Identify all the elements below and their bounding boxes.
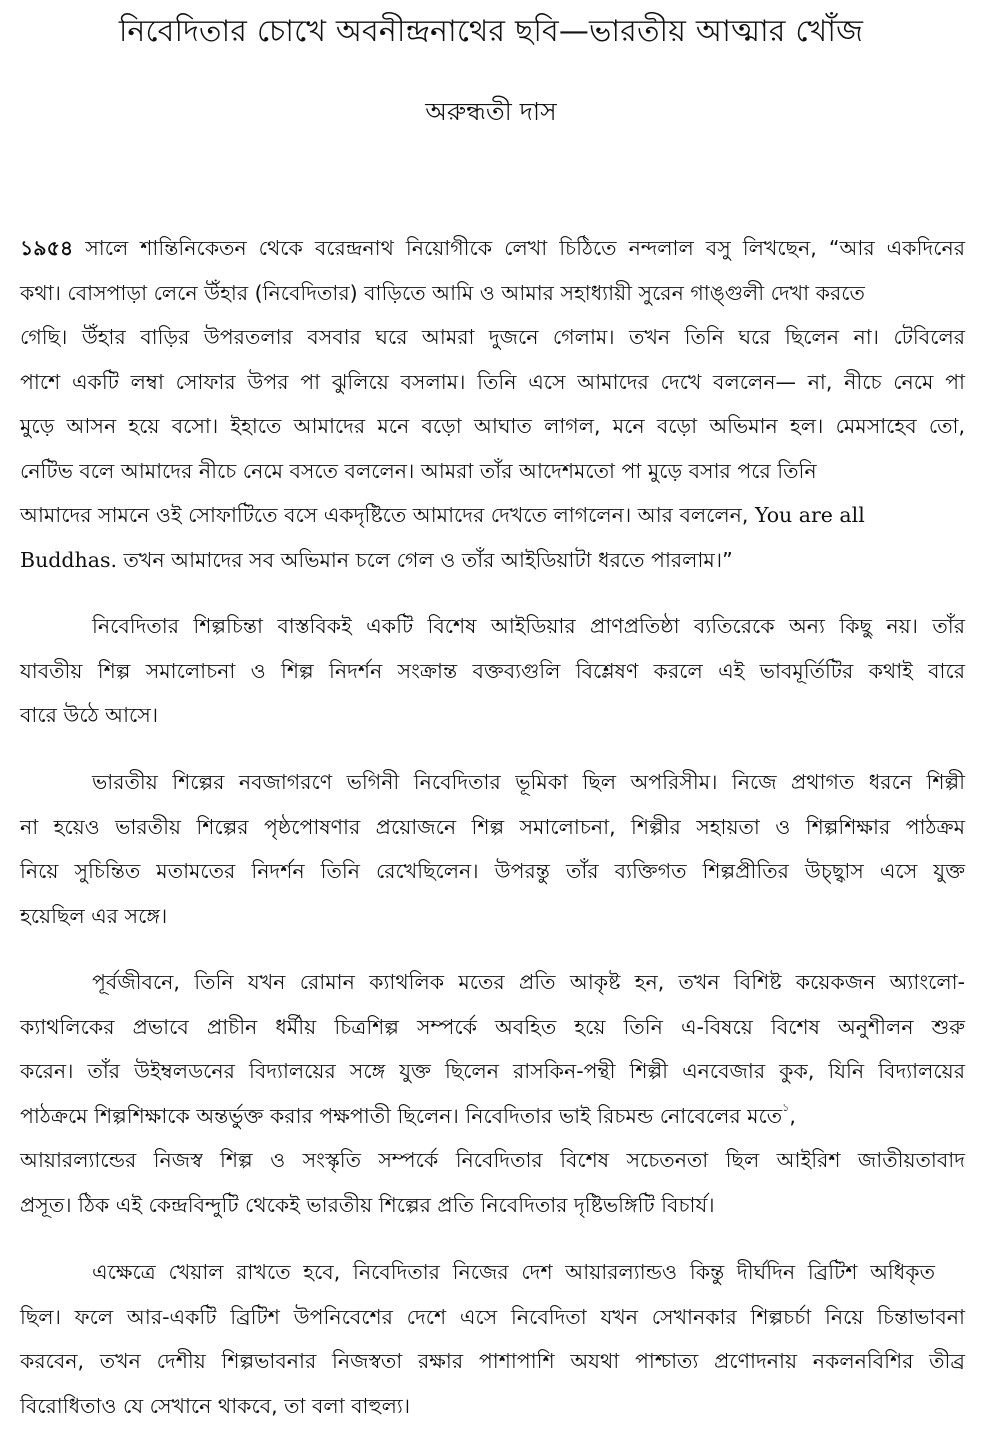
paragraph-1 — [20, 226, 965, 582]
paragraph-line: নিবেদিতার শিল্পচিন্তা বাস্তবিকই একটি বিশেষ আইডিয়ার প্রাণপ্রতিষ্ঠা ব্যতিরেকে অন্য কিছু নয়। তাঁর — [92, 614, 965, 638]
paragraph-line: পূর্বজীবনে, তিনি যখন রোমান ক্যাথলিক মতের প্রতি আকৃষ্ট হন, তখন বিশিষ্ট কয়েকজন অ্যাংলো- — [92, 970, 965, 994]
paragraph-line: নেটিভ বলে আমাদের নীচে নেমে বসতে বললেন। আমরা তাঁর আদেশমতো পা মুড়ে বসার পরে তিনি — [20, 458, 817, 483]
article-author: অরুন্ধতী দাস — [425, 97, 557, 126]
paragraph-line: ১৯৫৪ সালে শান্তিনিকেতন থেকে বরেন্দ্রনাথ নিয়োগীকে লেখা চিঠিতে নন্দলাল বসু লিখছেন, “আর একদিনের — [20, 236, 965, 260]
english-quote: You are all — [754, 503, 865, 527]
bengali-text: আমাদের সামনে ওই সোফাটিতে বসে একদৃষ্টিতে আমাদের দেখতে লাগলেন। আর বললেন, — [20, 503, 749, 527]
paragraph-line: পাশে একটি লম্বা সোফার উপর পা ঝুলিয়ে বসলাম। তিনি এসে আমাদের দেখে বললেন— না, নীচে নেমে পা — [20, 369, 965, 394]
year-numeral: ১৯৫৪ — [20, 236, 74, 260]
paragraph-line: ছিল। ফলে আর-একটি ব্রিটিশ উপনিবেশের দেশে এসে নিবেদিতা যখন সেখানকার শিল্পচর্চা নিয়ে চিন্তাভাবনা — [20, 1304, 965, 1329]
english-quote: Buddhas. — [20, 547, 117, 572]
paragraph-line: নিয়ে সুচিন্তিত মতামতের নিদর্শন তিনি রেখেছিলেন। উপরন্তু তাঁর ব্যক্তিগত শিল্পপ্রীতির উচ্ছ্বাস এসে যুক্ত — [20, 859, 965, 883]
bengali-text: তখন আমাদের সব অভিমান চলে গেল ও তাঁর আইডিয়াটা ধরতে পারলাম।” — [123, 547, 733, 572]
footnote-marker[interactable]: ১ — [782, 1100, 790, 1114]
bengali-text: পাঠক্রমে শিল্পশিক্ষাকে অন্তর্ভুক্ত করার পক্ষপাতী ছিলেন। নিবেদিতার ভাই রিচমন্ড নোবেলের মতে — [20, 1103, 783, 1128]
paragraph-line-with-footnote — [20, 1094, 965, 1139]
paragraph-line-with-english — [20, 538, 965, 583]
paragraph-5 — [20, 1250, 965, 1428]
paragraph-line: কথা। বোসপাড়া লেনে উঁহার (নিবেদিতার) বাড়িতে আমি ও আমার সহাধ্যায়ী সুরেন গাঙ্গুলী দেখা করতে — [20, 280, 865, 305]
punctuation: , — [789, 1103, 796, 1128]
paragraph-line: বারে উঠে আসে। — [20, 703, 159, 727]
paragraph-line: গেছি। উঁহার বাড়ির উপরতলার বসবার ঘরে আমরা দুজনে গেলাম। তখন তিনি ঘরে ছিলেন না। টেবিলের — [20, 325, 965, 349]
paragraph-line: ক্যাথলিকের প্রভাবে প্রাচীন ধর্মীয় চিত্রশিল্প সম্পর্কে অবহিত হয়ে তিনি এ-বিষয়ে বিশেষ অনুশীলন শুরু — [20, 1014, 965, 1039]
paragraph-line: আয়ারল্যান্ডের নিজস্ব শিল্প ও সংস্কৃতি সম্পর্কে নিবেদিতার বিশেষ সচেতনতা ছিল আইরিশ জাতীয়তাবাদ — [20, 1148, 965, 1172]
paragraph-line-with-english — [20, 493, 965, 538]
paragraph-line: করবেন, তখন দেশীয় শিল্পভাবনার নিজস্বতা রক্ষার পাশাপাশি অযথা পাশ্চাত্য প্রণোদনায় নকলনবিশির তীব্র — [20, 1349, 965, 1373]
paragraph-line: যাবতীয় শিল্প সমালোচনা ও শিল্প নিদর্শন সংক্রান্ত বক্তব্যগুলি বিশ্লেষণ করলে এই ভাবমূর্তিটির কথাই বারে — [20, 658, 965, 683]
paragraph-line: বিরোধিতাও যে সেখানে থাকবে, তা বলা বাহুল্য। — [20, 1393, 411, 1418]
paragraph-2 — [20, 604, 965, 738]
paragraph-3 — [20, 760, 965, 938]
paragraph-line: করেন। তাঁর উইম্বলডনের বিদ্যালয়ের সঙ্গে যুক্ত ছিলেন রাসকিন-পন্থী শিল্পী এনবেজার কুক, যিনি বিদ্যালয়ের — [20, 1059, 965, 1083]
paragraph-line: এক্ষেত্রে খেয়াল রাখতে হবে, নিবেদিতার নিজের দেশ আয়ারল্যান্ডও কিন্তু দীর্ঘদিন ব্রিটিশ অধিকৃত — [92, 1260, 935, 1284]
paragraph-line: না হয়েও ভারতীয় শিল্পের পৃষ্ঠপোষণার প্রয়োজনে শিল্প সমালোচনা, শিল্পীর সহায়তা ও শিল্পশিক্ষার পাঠক্রম — [20, 814, 965, 839]
paragraph-line: মুড়ে আসন হয়ে বসো। ইহাতে আমাদের মনে বড়ো আঘাত লাগল, মনে বড়ো অভিমান হল। মেমসাহেব তো, — [20, 414, 965, 438]
paragraph-line: হয়েছিল এর সঙ্গে। — [20, 903, 168, 928]
paragraph-line: প্রসূত। ঠিক এই কেন্দ্রবিন্দুটি থেকেই ভারতীয় শিল্পের প্রতি নিবেদিতার দৃষ্টিভঙ্গিটি বিচার্য। — [20, 1192, 715, 1217]
paragraph-line: ভারতীয় শিল্পের নবজাগরণে ভগিনী নিবেদিতার ভূমিকা ছিল অপরিসীম। নিজে প্রথাগত ধরনে শিল্পী — [92, 770, 965, 794]
paragraph-4 — [20, 960, 965, 1227]
article-title: নিবেদিতার চোখে অবনীন্দ্রনাথের ছবি—ভারতীয় আত্মার খোঁজ — [118, 14, 864, 49]
